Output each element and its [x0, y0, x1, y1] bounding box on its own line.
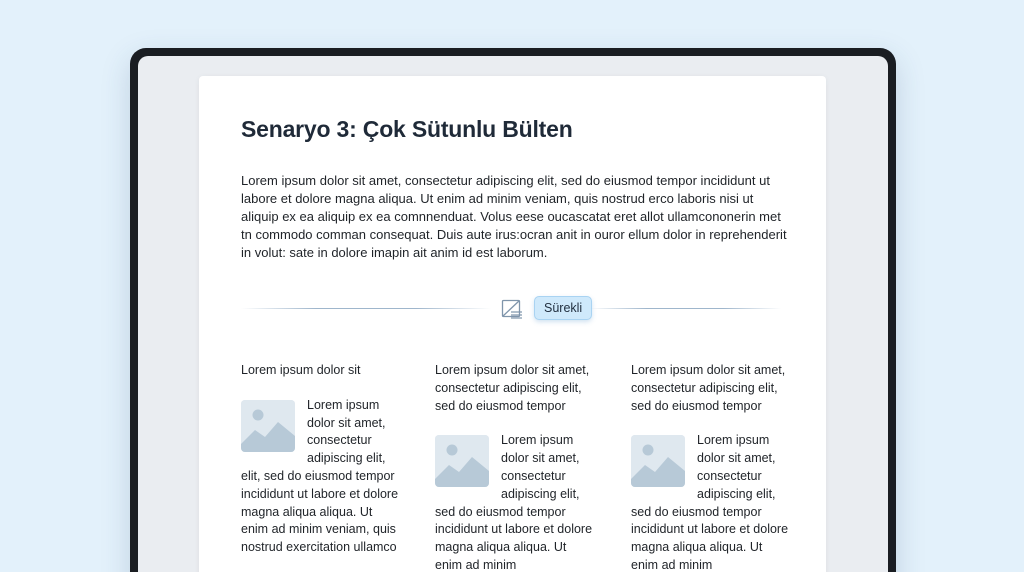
section-break-type-badge[interactable]: Sürekli — [534, 296, 592, 320]
device-frame — [130, 48, 896, 572]
column-2-body: Lorem ipsum dolor sit amet, consectetur adipiscing elit, sed do eiusmod tempor incididunt ut labore et dolore magna aliqua aliqua. Ut enim ad minim — [435, 433, 593, 572]
column-3-lead: Lorem ipsum dolor sit amet, consectetur adipiscing elit, sed do eiusmod tempor — [631, 363, 786, 413]
document-title: Senaryo 3: Çok Sütunlu Bülten — [241, 116, 573, 142]
section-break-line-left — [241, 308, 491, 309]
screen — [138, 56, 888, 572]
column-3 — [631, 362, 791, 572]
column-1-lead: Lorem ipsum dolor sit — [241, 363, 361, 377]
image-placeholder-icon — [435, 435, 489, 487]
section-break[interactable] — [241, 294, 781, 324]
intro-paragraph: Lorem ipsum dolor sit amet, consectetur adipiscing elit, sed do eiusmod tempor incididunt ut labore et dolore magna aliqua. Ut enim ad minim veniam, quis nostrud erco laboris nisi ut aliquip ex ea aliquip ex ea comnnenduat. Volus eese oucascatat eret allot ullamcononerin met tn commodo comman consequat. Duis aute irus:ocran anit in ouror ellum dolor in reprehenderit in volut: sate in dolore imapin ait anim id est laborum. — [241, 173, 787, 260]
column-2 — [435, 362, 595, 572]
section-break-line-right — [589, 308, 781, 309]
image-placeholder-icon — [631, 435, 685, 487]
column-1-body: Lorem ipsum dolor sit amet, consectetur adipiscing elit, elit, sed do eiusmod tempor incididunt ut labore et dolore magna aliqua aliqua. Ut enim ad minim veniam, quis nostrud exercitation ullamco — [241, 397, 399, 555]
document-page — [199, 76, 826, 572]
column-1 — [241, 362, 401, 557]
image-placeholder-icon — [241, 400, 295, 452]
column-3-body: Lorem ipsum dolor sit amet, consectetur adipiscing elit, sed do eiusmod tempor incididunt ut labore et dolore magna aliqua aliqua. Ut enim ad minim — [631, 433, 789, 572]
column-2-lead: Lorem ipsum dolor sit amet, consectetur adipiscing elit, sed do eiusmod tempor — [435, 363, 590, 413]
section-break-icon — [500, 297, 524, 321]
